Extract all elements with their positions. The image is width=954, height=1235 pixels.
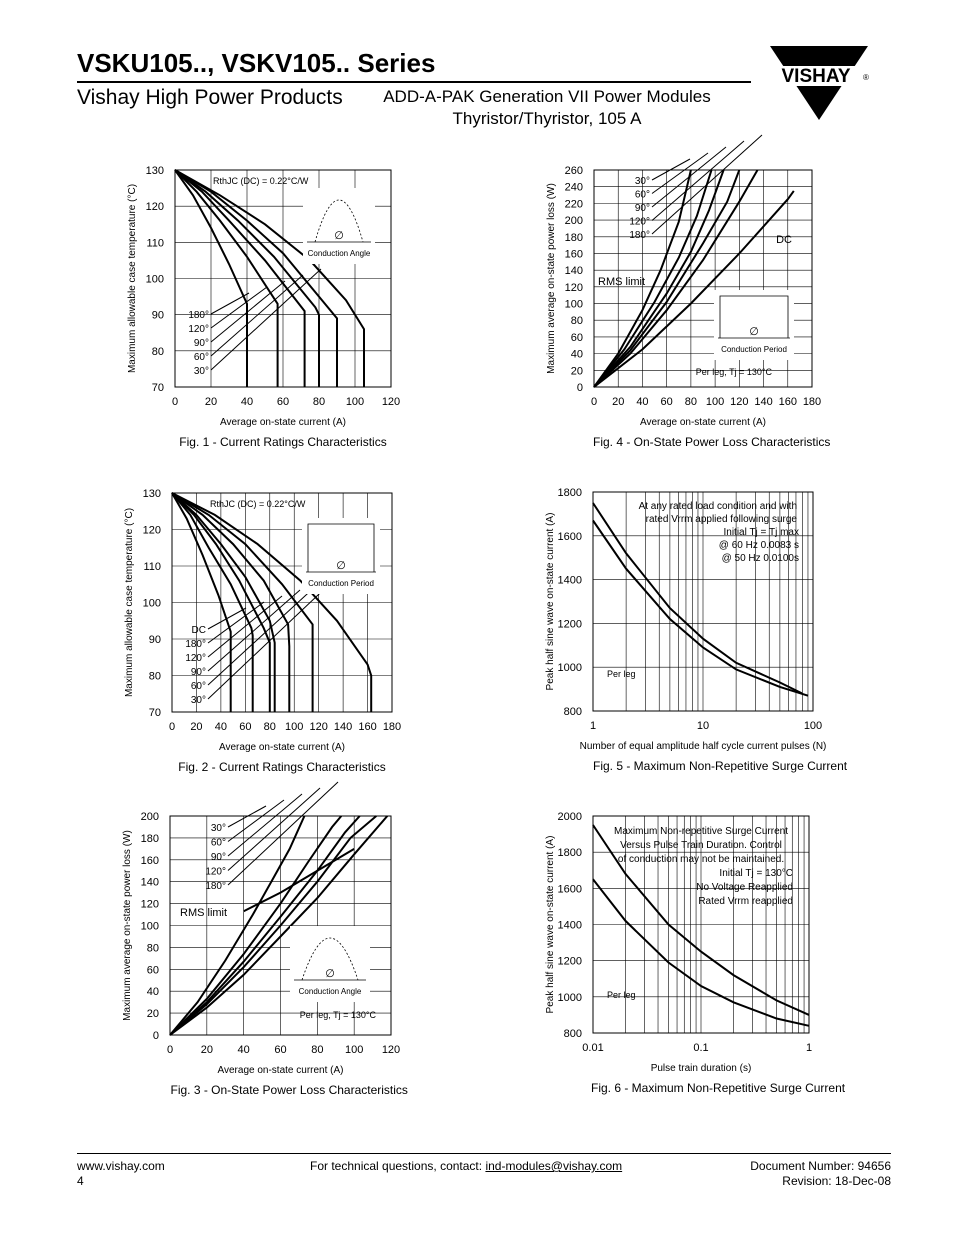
product-line-2: Thyristor/Thyristor, 105 A (452, 109, 642, 128)
vishay-logo (768, 44, 872, 122)
series-label: 180° (185, 639, 206, 650)
figure-caption: Fig. 4 - On-State Power Loss Characteristics (593, 435, 831, 449)
chart-fig3 (122, 811, 408, 1097)
x-tick-label: 120 (381, 1044, 401, 1056)
x-tick-label: 160 (778, 396, 797, 408)
x-tick-label: 120 (309, 721, 328, 733)
y-tick-label: 160 (564, 248, 583, 261)
x-tick-label: 120 (381, 396, 401, 408)
annotation-line: Initial Tj = Tj max (723, 527, 799, 538)
y-tick-label: 100 (140, 920, 159, 933)
x-tick-label: 100 (803, 720, 823, 732)
footer-contact (310, 1159, 622, 1174)
annotation-line: @ 60 Hz 0.0083 s (718, 540, 799, 551)
y-axis-label: Peak half sine wave on-state current (A) (545, 512, 556, 691)
y-tick-label: 1800 (557, 487, 582, 499)
y-tick-label: 120 (140, 898, 159, 911)
y-tick-label: 2000 (557, 811, 582, 823)
y-tick-label: 1000 (557, 662, 582, 675)
footer-revision: Revision: 18-Dec-08 (782, 1174, 891, 1188)
y-tick-label: 100 (142, 597, 161, 610)
x-tick-label: 10 (696, 720, 710, 732)
y-tick-label: 80 (148, 670, 161, 683)
plot-fig1 (127, 165, 401, 428)
x-tick-label: 100 (344, 1044, 364, 1056)
y-tick-label: 20 (570, 365, 583, 378)
series-label: 180° (629, 230, 650, 241)
per-leg-label: Per leg, Tj = 130°C (299, 1010, 376, 1020)
y-axis-label: Maximum allowable case temperature (°C) (124, 507, 135, 698)
x-axis-label: Average on-state current (A) (220, 417, 346, 428)
y-axis-label: Peak half sine wave on-state current (A) (545, 835, 556, 1014)
y-tick-label: 240 (564, 181, 583, 194)
y-tick-label: 1400 (557, 919, 582, 932)
x-tick-label: 20 (200, 1044, 213, 1056)
series-label: 60° (634, 189, 650, 201)
x-tick-label: 60 (239, 721, 252, 733)
header-rule (77, 81, 751, 83)
y-tick-label: 120 (145, 201, 164, 214)
y-tick-label: 70 (148, 707, 161, 719)
y-tick-label: 200 (140, 811, 159, 823)
x-axis-label: Average on-state current (A) (219, 742, 345, 753)
x-tick-label: 180 (382, 721, 402, 733)
series-label: 120° (629, 216, 650, 228)
footer-page-number: 4 (77, 1174, 84, 1188)
footer-website[interactable]: www.vishay.com (77, 1159, 165, 1173)
x-axis-label: Pulse train duration (s) (650, 1063, 752, 1074)
x-axis-label: Average on-state current (A) (217, 1065, 344, 1076)
series-label: 120° (188, 324, 209, 335)
y-tick-label: 110 (143, 561, 161, 573)
chart-fig2 (124, 488, 402, 774)
figure-caption: Fig. 1 - Current Ratings Characteristics (179, 435, 387, 449)
x-axis-label: Average on-state current (A) (640, 417, 766, 428)
phi-symbol: ∅ (334, 230, 344, 242)
dc-label: DC (776, 234, 792, 246)
series-label: 90° (210, 852, 226, 863)
x-tick-label: 40 (240, 396, 254, 408)
series-label: 30° (193, 366, 209, 377)
series-label: 30° (210, 823, 226, 834)
logo-text: VISHAY (781, 66, 851, 87)
footer-contact-prefix: For technical questions, contact: (310, 1159, 486, 1173)
chart-fig4 (546, 165, 831, 449)
y-tick-label: 160 (140, 854, 159, 867)
series-label: 120° (185, 653, 206, 664)
product-line-1: ADD-A-PAK Generation VII Power Modules (383, 87, 711, 106)
rth-annotation: RthJC (DC) = 0.22°C/W (210, 499, 306, 509)
y-tick-label: 0 (576, 382, 583, 394)
series-label: 60° (190, 681, 206, 692)
x-tick-label: 40 (214, 721, 228, 733)
figure-caption: Fig. 3 - On-State Power Loss Characteristics (170, 1083, 408, 1097)
y-axis-label: Maximum allowable case temperature (°C) (127, 183, 138, 374)
series-label: 90° (190, 667, 206, 678)
leader-line (211, 293, 249, 314)
y-tick-label: 140 (140, 876, 159, 889)
series-label: 30° (634, 176, 650, 187)
annotation-line: Maximum Non-repetitive Surge Current (614, 826, 788, 837)
y-tick-label: 110 (146, 237, 164, 250)
x-tick-label: 20 (612, 396, 625, 408)
x-tick-label: 0.01 (582, 1042, 604, 1054)
y-tick-label: 1200 (557, 618, 582, 631)
y-tick-label: 70 (151, 382, 164, 394)
x-tick-label: 100 (345, 396, 365, 408)
y-tick-label: 60 (570, 331, 583, 344)
x-tick-label: 80 (684, 396, 698, 408)
leader-line (652, 153, 708, 194)
x-tick-label: 40 (636, 396, 649, 408)
series-label: 180° (188, 310, 209, 321)
footer-left (77, 1159, 165, 1189)
waveform-inset (290, 926, 370, 1002)
y-tick-label: 1800 (557, 847, 582, 860)
x-tick-label: 160 (358, 721, 377, 733)
x-tick-label: 0 (590, 396, 598, 408)
leader-line (208, 608, 246, 629)
footer-rule (77, 1153, 891, 1154)
leader-line (208, 590, 300, 671)
x-tick-label: 60 (660, 396, 673, 408)
y-tick-label: 180 (564, 231, 583, 244)
series-label: 60° (210, 837, 226, 849)
y-tick-label: 20 (146, 1008, 159, 1021)
y-tick-label: 100 (564, 298, 583, 311)
y-tick-label: 1400 (557, 574, 582, 587)
y-tick-label: 0 (152, 1030, 159, 1042)
y-tick-label: 800 (563, 1028, 582, 1040)
y-tick-label: 1600 (557, 883, 582, 896)
series-label: 60° (193, 352, 209, 363)
phi-symbol: ∅ (325, 968, 335, 980)
y-tick-label: 90 (151, 309, 164, 322)
leader-line (228, 782, 338, 885)
inset-label: Conduction Angle (307, 249, 371, 258)
leader-line (208, 584, 318, 685)
x-tick-label: 1 (805, 1042, 813, 1054)
y-tick-label: 100 (145, 273, 164, 286)
x-tick-label: 60 (274, 1044, 287, 1056)
chart-fig6 (545, 811, 846, 1095)
leader-line (228, 788, 320, 871)
y-tick-label: 40 (146, 986, 159, 999)
x-tick-label: 140 (333, 721, 353, 733)
y-axis-label: Maximum average on-state power loss (W) (546, 183, 557, 374)
series-label: 180° (205, 881, 226, 892)
leader-line (228, 800, 284, 842)
per-leg-label: Per leg, Tj = 130°C (695, 367, 772, 377)
x-tick-label: 100 (285, 721, 304, 733)
x-tick-label: 140 (754, 396, 773, 408)
x-tick-label: 120 (730, 396, 749, 408)
inset-label: Conduction Period (308, 579, 374, 588)
y-tick-label: 90 (148, 634, 161, 646)
per-leg-label: Per leg (607, 990, 636, 1000)
figure-caption: Fig. 2 - Current Ratings Characteristics (178, 760, 386, 774)
y-tick-label: 180 (140, 832, 159, 845)
y-tick-label: 220 (564, 198, 583, 211)
rms-limit-label: RMS limit (180, 907, 228, 919)
footer-doc-number: Document Number: 94656 (750, 1159, 891, 1173)
leader-line (208, 602, 264, 643)
inset-label: Conduction Angle (298, 987, 362, 996)
x-axis-label: Number of equal amplitude half cycle current pulses (N) (579, 741, 827, 752)
x-tick-label: 0.1 (693, 1042, 709, 1054)
annotation-line: Rated Vrrm reapplied (698, 896, 793, 907)
x-tick-label: 80 (312, 396, 326, 408)
series-label: 90° (634, 203, 650, 214)
plot-fig5 (545, 487, 827, 752)
y-tick-label: 1600 (557, 530, 582, 543)
x-tick-label: 20 (190, 721, 203, 733)
document-subtitle: Vishay High Power Products (77, 86, 343, 109)
x-tick-label: 180 (802, 396, 822, 408)
waveform-inset (302, 518, 380, 594)
y-tick-label: 80 (151, 345, 164, 358)
y-tick-label: 120 (142, 524, 161, 537)
leader-line (652, 135, 762, 234)
footer-right (750, 1159, 891, 1189)
series-label: 120° (205, 866, 226, 878)
y-tick-label: 40 (570, 348, 583, 361)
series-label: DC (191, 625, 206, 636)
waveform-inset (714, 290, 794, 360)
leader-line (652, 141, 744, 221)
x-tick-label: 1 (589, 720, 597, 732)
plot-fig3 (122, 811, 401, 1076)
series-label: 90° (193, 338, 209, 349)
y-tick-label: 80 (570, 315, 583, 328)
series-label: 30° (190, 695, 206, 706)
x-tick-label: 20 (204, 396, 218, 408)
y-tick-label: 130 (145, 165, 164, 177)
x-tick-label: 0 (168, 721, 176, 733)
plot-fig4 (546, 165, 822, 428)
x-tick-label: 40 (237, 1044, 250, 1056)
annotation-line: of conduction may not be maintained. (617, 854, 785, 865)
y-axis-label: Maximum average on-state power loss (W) (122, 830, 133, 1021)
chart-fig1 (127, 165, 401, 449)
plot-fig2 (124, 488, 402, 753)
phi-symbol: ∅ (336, 560, 346, 572)
document-title: VSKU105.., VSKV105.. Series (77, 48, 436, 78)
annotation-line: At any rated load condition and with (638, 501, 797, 512)
y-tick-label: 1000 (557, 991, 582, 1004)
annotation-line: rated Vrrm applied following surge (645, 514, 797, 525)
y-tick-label: 800 (563, 706, 582, 718)
y-tick-label: 80 (146, 942, 159, 955)
x-tick-label: 60 (276, 396, 290, 408)
rth-annotation: RthJC (DC) = 0.22°C/W (213, 176, 309, 186)
figure-caption: Fig. 6 - Maximum Non-Repetitive Surge Current (591, 1081, 846, 1095)
product-description (367, 86, 727, 130)
inset-label: Conduction Period (721, 345, 787, 354)
leader-line (211, 287, 267, 328)
per-leg-label: Per leg (607, 669, 636, 679)
rms-limit-label: RMS limit (598, 276, 646, 288)
y-tick-label: 200 (564, 215, 583, 228)
waveform-inset (303, 188, 375, 264)
chart-fig5 (545, 487, 848, 773)
x-tick-label: 80 (311, 1044, 324, 1056)
logo-mark: ® (863, 73, 869, 82)
y-tick-label: 260 (564, 165, 583, 177)
y-tick-label: 120 (564, 281, 583, 294)
x-tick-label: 0 (166, 1044, 174, 1056)
leader-line (211, 275, 303, 356)
rms-limit-line (244, 849, 355, 911)
figure-caption: Fig. 5 - Maximum Non-Repetitive Surge Current (593, 759, 848, 773)
y-tick-label: 1200 (557, 955, 582, 968)
x-tick-label: 80 (263, 721, 276, 733)
annotation-line: Initial Tj = 130°C (719, 868, 793, 879)
annotation-line: No Voltage Reapplied (696, 882, 793, 893)
footer-contact-email[interactable]: ind-modules@vishay.com (485, 1159, 623, 1173)
y-tick-label: 60 (146, 964, 159, 977)
phi-symbol: ∅ (749, 326, 759, 338)
y-tick-label: 130 (142, 488, 161, 500)
x-tick-label: 100 (705, 396, 725, 408)
annotation-line: Versus Pulse Train Duration. Control (620, 840, 782, 851)
plot-fig6 (545, 811, 813, 1074)
annotation-line: @ 50 Hz 0.0100s (721, 553, 799, 564)
y-tick-label: 140 (564, 265, 583, 278)
x-tick-label: 0 (171, 396, 179, 408)
